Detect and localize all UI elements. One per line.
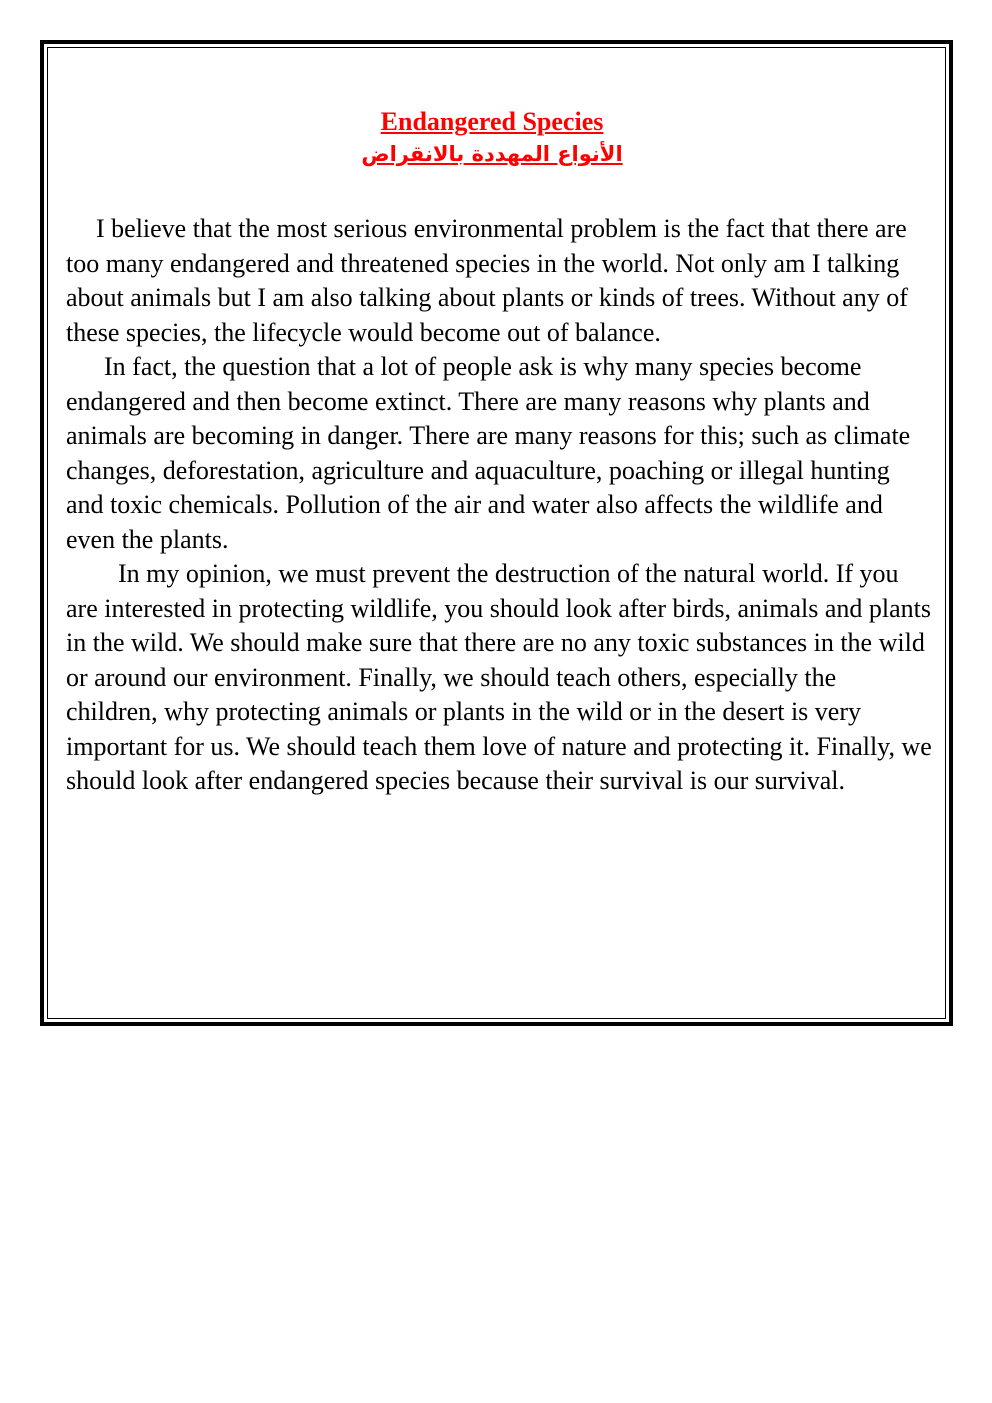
title-block: [62, 104, 922, 168]
paragraph-2: In fact, the question that a lot of people ask is why many species become endangered and then become extinct. There are many reasons why plants and animals are becoming in danger. There are many reasons for this; such as climate changes, deforestation, agriculture and aquaculture, poaching or illegal hunting and toxic chemicals. Pollution of the air and water also affects the wildlife and even the plants.: [66, 352, 911, 554]
paragraph-1: I believe that the most serious environmental problem is the fact that there are too many endangered and threatened species in the world. Not only am I talking about animals but I am also talking about plants or kinds of trees. Without any of these species, the lifecycle would become out of balance.: [66, 214, 908, 347]
title-arabic: الأنواع المهددة بالانقراض: [361, 142, 623, 166]
paragraph-3: In my opinion, we must prevent the destruction of the natural world. If you are interested in protecting wildlife, you should look after birds, animals and plants in the wild. We should make sure that there are no any toxic substances in the wild or around our environment. Finally, we should teach others, especially the children, why protecting animals or plants in the wild or in the desert is very important for us. We should teach them love of nature and protecting it. Finally, we should look after endangered species because their survival is our survival.: [66, 559, 932, 795]
title-english: Endangered Species: [380, 107, 604, 136]
essay-body: [66, 212, 932, 799]
document-page: [66, 104, 932, 799]
